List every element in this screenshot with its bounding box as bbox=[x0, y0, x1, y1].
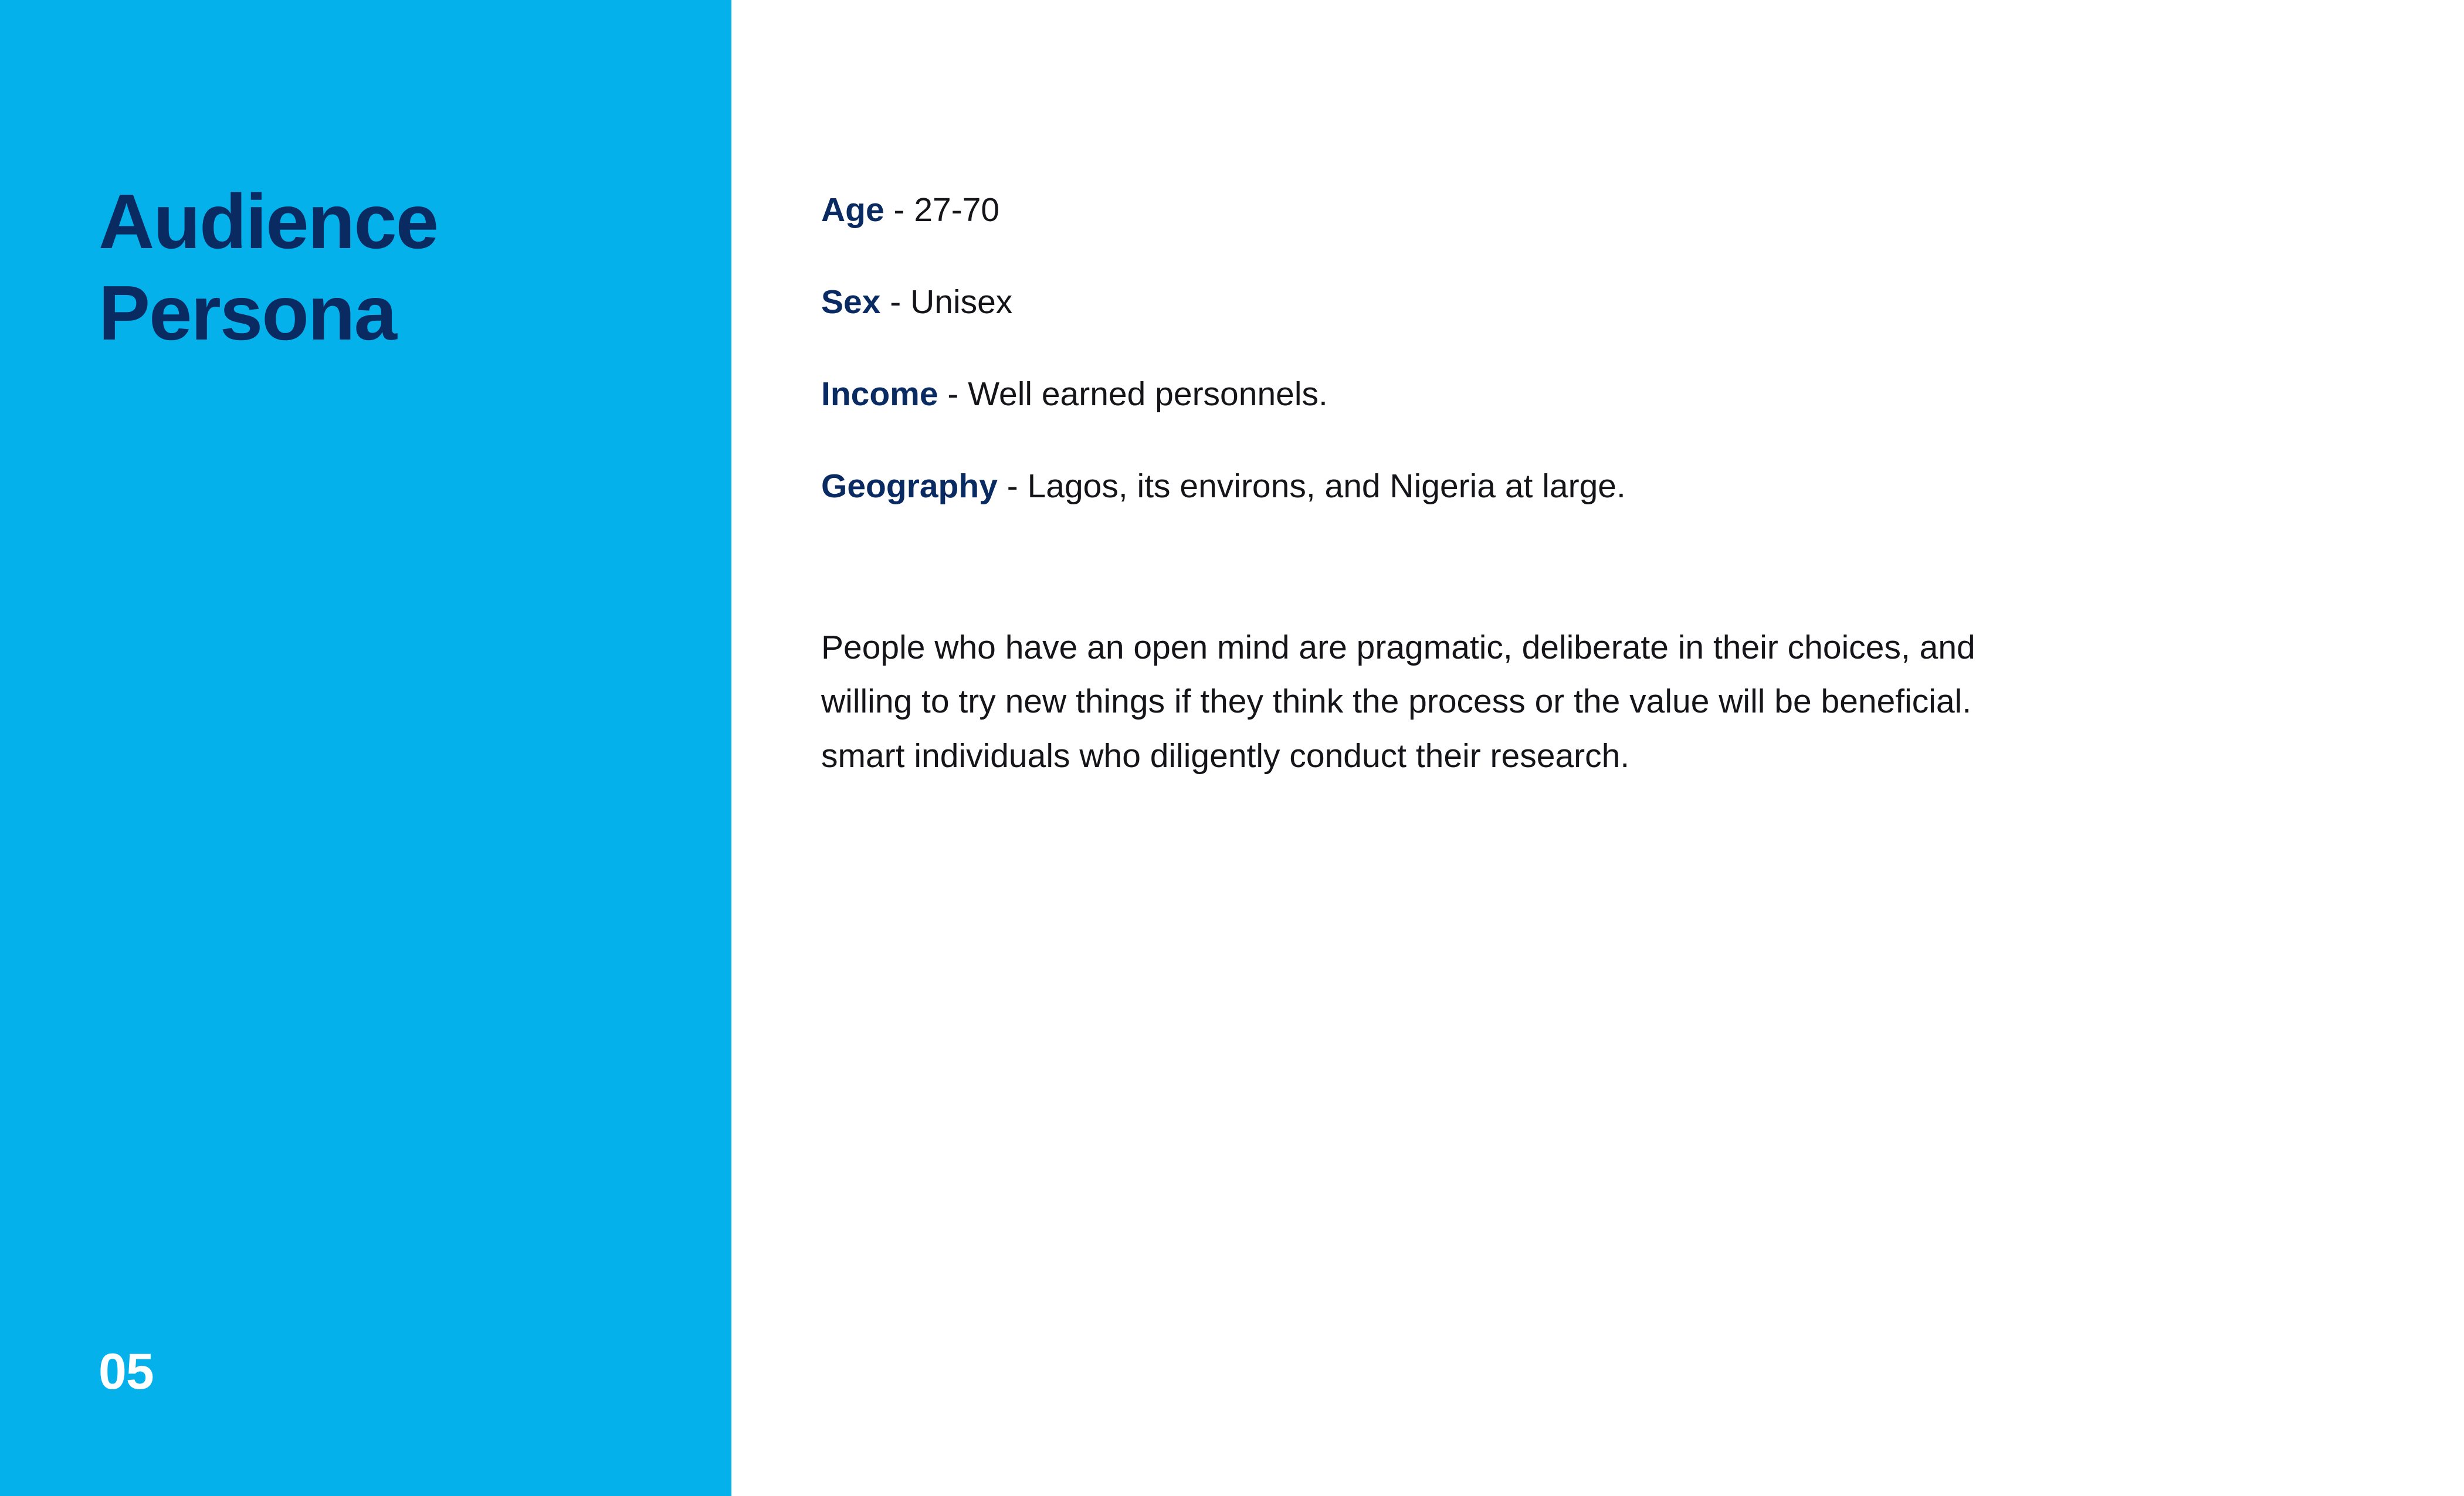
fact-value-income: Well earned personnels. bbox=[968, 375, 1328, 413]
description-line-3: smart individuals who diligently conduct their research. bbox=[821, 737, 1630, 775]
fact-label-age: Age bbox=[821, 191, 884, 229]
description-line-1: People who have an open mind are pragmatic, deliberate in their choices, and bbox=[821, 629, 1975, 666]
fact-separator-sex: - bbox=[880, 283, 911, 321]
slide-number: 05 bbox=[99, 1344, 154, 1400]
fact-row-income bbox=[821, 375, 2305, 413]
fact-value-sex: Unisex bbox=[910, 283, 1013, 321]
fact-row-sex bbox=[821, 283, 2305, 321]
fact-value-geography: Lagos, its environs, and Nigeria at large. bbox=[1027, 467, 1626, 505]
description-line-2: willing to try new things if they think the process or the value will be beneficial. bbox=[821, 683, 1972, 721]
fact-separator-age: - bbox=[884, 191, 914, 229]
fact-separator-income: - bbox=[938, 375, 968, 413]
fact-row-age bbox=[821, 191, 2305, 229]
page-title-line-2: Persona bbox=[99, 269, 396, 356]
page-title bbox=[99, 176, 685, 359]
fact-label-sex: Sex bbox=[821, 283, 881, 321]
fact-separator-geography: - bbox=[997, 467, 1028, 505]
content-area bbox=[821, 191, 2305, 783]
fact-label-income: Income bbox=[821, 375, 938, 413]
description-paragraph bbox=[821, 620, 2305, 783]
fact-value-age: 27-70 bbox=[914, 191, 1000, 229]
page-title-line-1: Audience bbox=[99, 178, 438, 264]
fact-row-geography bbox=[821, 467, 2305, 505]
fact-label-geography: Geography bbox=[821, 467, 998, 505]
sidebar-panel bbox=[0, 0, 731, 1496]
